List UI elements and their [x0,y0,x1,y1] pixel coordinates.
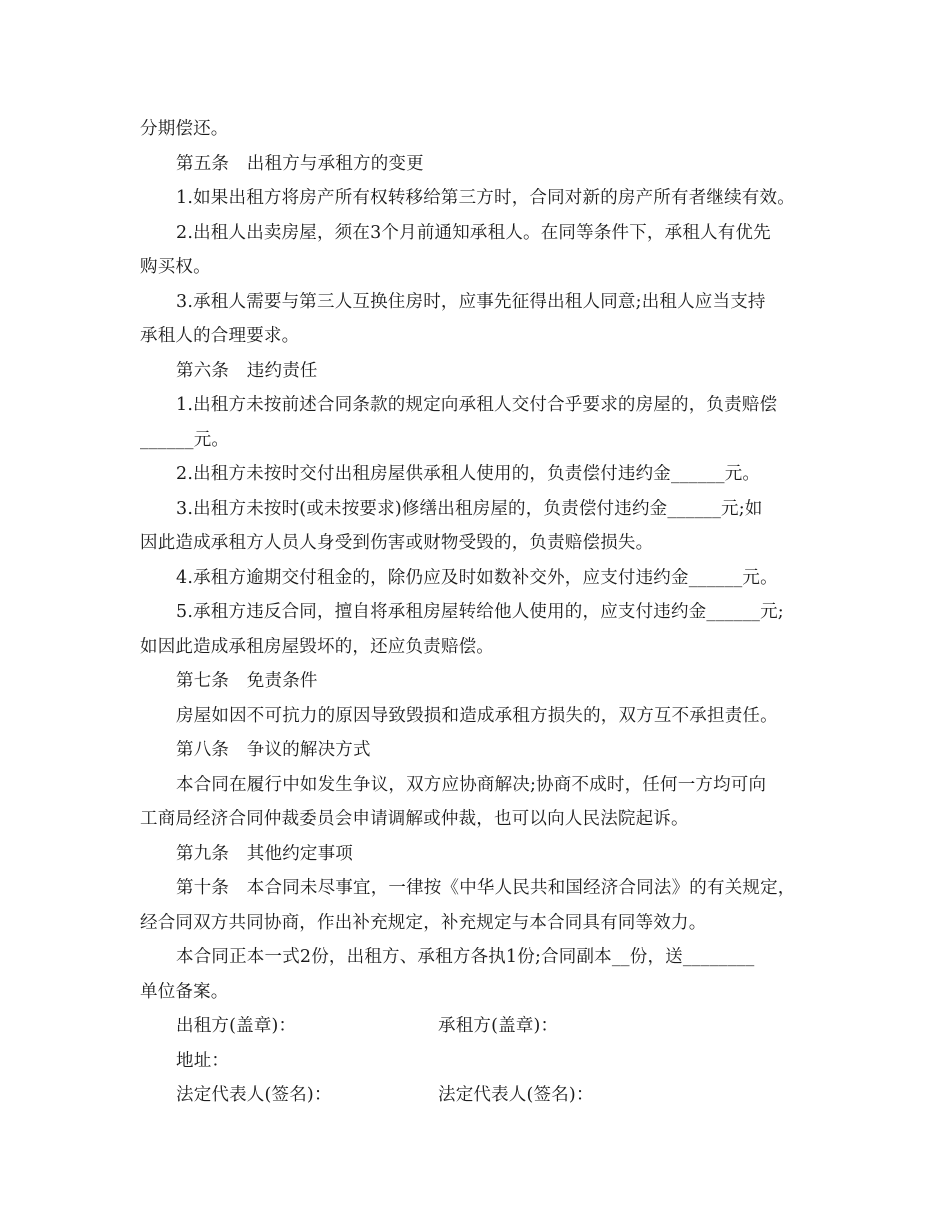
text-line: 经合同双方共同协商，作出补充规定，补充规定与本合同具有同等效力。 [140,912,707,933]
text-line: 4.承租方逾期交付租金的，除仍应及时如数补交外，应支付违约金______元。 [176,567,778,588]
lessor-seal-label: 出租方(盖章)： [176,1016,297,1036]
text-line: 工商局经济合同仲裁委员会申请调解或仲裁，也可以向人民法院起诉。 [140,809,689,829]
text-line: 3.出租方未按时(或未按要求)修缮出租房屋的，负责偿付违约金______元;如 [176,498,763,519]
text-line: 房屋如因不可抗力的原因导致毁损和造成承租方损失的，双方互不承担责任。 [176,705,778,726]
article-heading-10: 第十条 本合同未尽事宜，一律按《中华人民共和国经济合同法》的有关规定， [176,878,796,898]
article-heading-5: 第五条 出租方与承租方的变更 [176,153,424,174]
text-line: 3.承租人需要与第三人互换住房时，应事先征得出租人同意;出租人应当支持 [176,291,766,312]
text-line: 1.出租方未按前述合同条款的规定向承租人交付合乎要求的房屋的，负责赔偿 [176,395,778,415]
text-line: ______元。 [140,429,230,450]
text-line: 本合同正本一式2份，出租方、承租方各执1份;合同副本__份，送________ [176,947,755,967]
text-line: 单位备案。 [140,981,229,1002]
article-heading-7: 第七条 免责条件 [176,671,318,691]
contract-body [140,112,820,1113]
text-line: 承租人的合理要求。 [140,326,300,346]
signature-row-seal [140,1009,820,1044]
text-line: 因此造成承租方人员人身受到伤害或财物受毁的，负责赔偿损失。 [140,533,654,553]
text-line: 5.承租方违反合同，擅自将承租房屋转给他人使用的，应支付违约金______元; [176,602,784,622]
lessee-seal-label: 承租方(盖章)： [438,1016,559,1036]
lessee-rep-label: 法定代表人(签名)： [438,1085,594,1105]
article-heading-8: 第八条 争议的解决方式 [176,740,371,760]
address-label: 地址： [176,1050,230,1071]
lessor-rep-label: 法定代表人(签名)： [176,1085,332,1105]
text-line: 分期偿还。 [140,119,229,139]
text-line: 2.出租方未按时交付出租房屋供承租人使用的，负责偿付违约金______元。 [176,464,761,484]
text-line: 1.如果出租方将房产所有权转移给第三方时，合同对新的房产所有者继续有效。 [176,188,795,208]
text-line: 购买权。 [140,257,211,277]
text-line: 本合同在履行中如发生争议，双方应协商解决;协商不成时，任何一方均可向 [176,774,767,795]
signature-row-representative [140,1078,820,1113]
text-line: 2.出租人出卖房屋，须在3个月前通知承租人。在同等条件下，承租人有优先 [176,222,771,243]
signature-row-address [140,1044,820,1079]
text-line: 如因此造成承租房屋毁坏的，还应负责赔偿。 [140,636,494,657]
article-heading-6: 第六条 违约责任 [176,360,318,381]
article-heading-9: 第九条 其他约定事项 [176,843,353,864]
